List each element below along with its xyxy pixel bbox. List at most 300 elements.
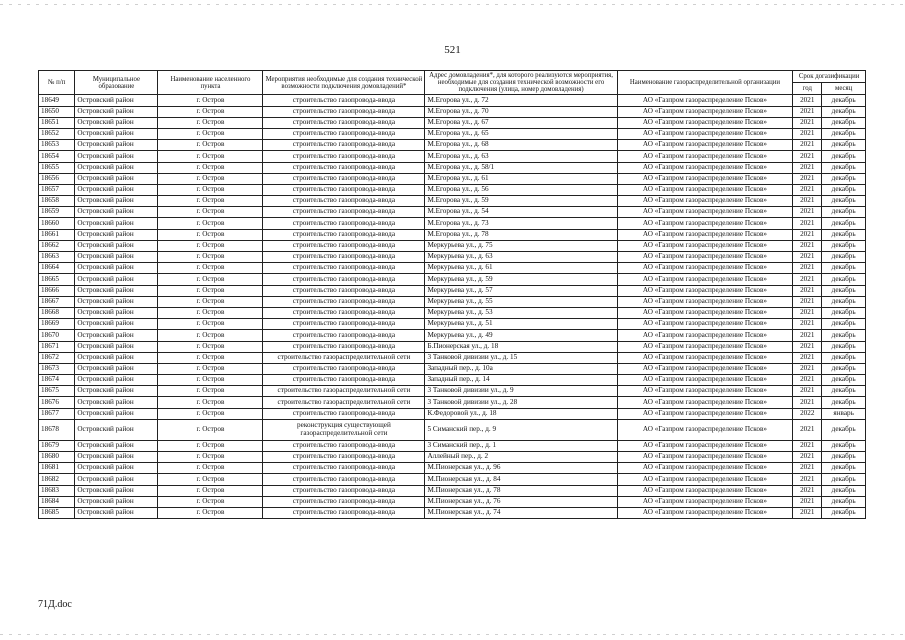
cell-year: 2021 [793,285,822,296]
table-row [39,117,866,128]
cell-address: Меркурьева ул., д. 57 [425,285,617,296]
cell-measure: строительство газопровода-ввода [263,106,425,117]
cell-month: декабрь [822,352,866,363]
table-row [39,106,866,117]
cell-measure: строительство газопровода-ввода [263,274,425,285]
cell-settlement: г. Остров [158,252,263,263]
cell-municipality: Островский район [75,330,158,341]
cell-year: 2021 [793,218,822,229]
cell-num: 18670 [39,330,75,341]
cell-settlement: г. Остров [158,330,263,341]
cell-num: 18655 [39,162,75,173]
cell-municipality: Островский район [75,252,158,263]
cell-address: 3 Танковой дивизии ул., д. 28 [425,397,617,408]
cell-settlement: г. Остров [158,296,263,307]
cell-num: 18669 [39,319,75,330]
cell-organization: АО «Газпром газораспределение Псков» [617,184,793,195]
cell-settlement: г. Остров [158,397,263,408]
cell-municipality: Островский район [75,184,158,195]
cell-settlement: г. Остров [158,363,263,374]
cell-settlement: г. Остров [158,375,263,386]
cell-settlement: г. Остров [158,151,263,162]
cell-month: декабрь [822,463,866,474]
cell-year: 2021 [793,162,822,173]
cell-address: М.Пионерская ул., д. 78 [425,485,617,496]
cell-month: декабрь [822,375,866,386]
cell-year: 2021 [793,485,822,496]
cell-measure: строительство газопровода-ввода [263,263,425,274]
cell-year: 2021 [793,229,822,240]
cell-num: 18683 [39,485,75,496]
cell-address: М.Егорова ул., д. 59 [425,196,617,207]
cell-measure: строительство газопровода-ввода [263,485,425,496]
cell-month: декабрь [822,274,866,285]
cell-municipality: Островский район [75,173,158,184]
table-row [39,184,866,195]
cell-address: Меркурьева ул., д. 63 [425,252,617,263]
cell-year: 2021 [793,330,822,341]
cell-organization: АО «Газпром газораспределение Псков» [617,419,793,440]
cell-organization: АО «Газпром газораспределение Псков» [617,140,793,151]
cell-num: 18671 [39,341,75,352]
table-row [39,463,866,474]
table-row [39,252,866,263]
table-row [39,408,866,419]
cell-year: 2021 [793,386,822,397]
cell-year: 2021 [793,419,822,440]
cell-month: декабрь [822,507,866,518]
cell-num: 18684 [39,496,75,507]
cell-measure: строительство газопровода-ввода [263,507,425,518]
cell-month: декабрь [822,496,866,507]
table-row [39,352,866,363]
table-row [39,419,866,440]
cell-measure: строительство газопровода-ввода [263,285,425,296]
cell-municipality: Островский район [75,263,158,274]
cell-measure: строительство газопровода-ввода [263,196,425,207]
table-row [39,496,866,507]
cell-municipality: Островский район [75,408,158,419]
cell-month: декабрь [822,474,866,485]
cell-year: 2021 [793,263,822,274]
cell-address: Меркурьева ул., д. 55 [425,296,617,307]
cell-municipality: Островский район [75,274,158,285]
cell-measure: строительство газопровода-ввода [263,440,425,451]
cell-address: 3 Танковой дивизии ул., д. 15 [425,352,617,363]
cell-num: 18677 [39,408,75,419]
cell-organization: АО «Газпром газораспределение Псков» [617,341,793,352]
cell-organization: АО «Газпром газораспределение Псков» [617,95,793,106]
cell-settlement: г. Остров [158,408,263,419]
table-row [39,207,866,218]
cell-year: 2021 [793,128,822,139]
cell-num: 18685 [39,507,75,518]
cell-measure: строительство газораспределительной сети [263,352,425,363]
table-row [39,285,866,296]
cell-num: 18673 [39,363,75,374]
cell-month: декабрь [822,363,866,374]
cell-year: 2021 [793,296,822,307]
cell-municipality: Островский район [75,463,158,474]
cell-organization: АО «Газпром газораспределение Псков» [617,330,793,341]
cell-municipality: Островский район [75,162,158,173]
cell-municipality: Островский район [75,95,158,106]
cell-settlement: г. Остров [158,419,263,440]
cell-settlement: г. Остров [158,452,263,463]
cell-address: М.Егорова ул., д. 67 [425,117,617,128]
cell-month: декабрь [822,419,866,440]
header-month: месяц [822,83,866,95]
cell-month: декабрь [822,229,866,240]
cell-settlement: г. Остров [158,162,263,173]
cell-num: 18651 [39,117,75,128]
cell-organization: АО «Газпром газораспределение Псков» [617,263,793,274]
cell-measure: реконструкция существующей газораспределительной сети [263,419,425,440]
cell-address: М.Егорова ул., д. 56 [425,184,617,195]
table-row [39,474,866,485]
cell-settlement: г. Остров [158,106,263,117]
cell-settlement: г. Остров [158,218,263,229]
table-row [39,375,866,386]
cell-settlement: г. Остров [158,485,263,496]
table-body [39,95,866,519]
table-row [39,229,866,240]
cell-num: 18657 [39,184,75,195]
cell-measure: строительство газопровода-ввода [263,375,425,386]
cell-measure: строительство газопровода-ввода [263,452,425,463]
cell-month: декабрь [822,330,866,341]
cell-organization: АО «Газпром газораспределение Псков» [617,106,793,117]
cell-measure: строительство газопровода-ввода [263,474,425,485]
cell-num: 18663 [39,252,75,263]
cell-municipality: Островский район [75,386,158,397]
cell-month: декабрь [822,452,866,463]
cell-organization: АО «Газпром газораспределение Псков» [617,229,793,240]
cell-organization: АО «Газпром газораспределение Псков» [617,485,793,496]
cell-month: декабрь [822,341,866,352]
cell-num: 18676 [39,397,75,408]
cell-address: М.Пионерская ул., д. 96 [425,463,617,474]
cell-measure: строительство газопровода-ввода [263,173,425,184]
header-deadline: Срок догазификации [793,71,866,83]
cell-num: 18682 [39,474,75,485]
cell-organization: АО «Газпром газораспределение Псков» [617,352,793,363]
header-address: Адрес домовладения*, для которого реализуются мероприятия, необходимые для создания технической возможности его подключения (улица, номер домовладения) [425,71,617,95]
cell-municipality: Островский район [75,397,158,408]
page-number: 521 [444,44,461,56]
cell-municipality: Островский район [75,106,158,117]
cell-settlement: г. Остров [158,285,263,296]
cell-month: декабрь [822,285,866,296]
cell-month: декабрь [822,95,866,106]
cell-month: декабрь [822,240,866,251]
cell-organization: АО «Газпром газораспределение Псков» [617,319,793,330]
cell-year: 2021 [793,307,822,318]
cell-month: декабрь [822,106,866,117]
cell-organization: АО «Газпром газораспределение Псков» [617,240,793,251]
cell-municipality: Островский район [75,285,158,296]
cell-municipality: Островский район [75,485,158,496]
cell-num: 18667 [39,296,75,307]
table-row [39,440,866,451]
cell-month: декабрь [822,184,866,195]
cell-municipality: Островский район [75,218,158,229]
table-row [39,452,866,463]
cell-settlement: г. Остров [158,274,263,285]
cell-num: 18672 [39,352,75,363]
cell-address: М.Пионерская ул., д. 76 [425,496,617,507]
cell-measure: строительство газопровода-ввода [263,240,425,251]
cell-year: 2021 [793,463,822,474]
cell-settlement: г. Остров [158,173,263,184]
cell-municipality: Островский район [75,151,158,162]
cell-month: декабрь [822,196,866,207]
cell-address: 3 Танковой дивизии ул., д. 9 [425,386,617,397]
cell-municipality: Островский район [75,140,158,151]
cell-settlement: г. Остров [158,95,263,106]
cell-organization: АО «Газпром газораспределение Псков» [617,496,793,507]
table-row [39,173,866,184]
cell-organization: АО «Газпром газораспределение Псков» [617,252,793,263]
cell-num: 18650 [39,106,75,117]
cell-municipality: Островский район [75,240,158,251]
cell-settlement: г. Остров [158,240,263,251]
cell-num: 18652 [39,128,75,139]
cell-municipality: Островский район [75,507,158,518]
cell-month: декабрь [822,128,866,139]
table-row [39,397,866,408]
cell-measure: строительство газопровода-ввода [263,184,425,195]
cell-year: 2021 [793,106,822,117]
cell-num: 18678 [39,419,75,440]
cell-month: декабрь [822,207,866,218]
cell-settlement: г. Остров [158,474,263,485]
cell-organization: АО «Газпром газораспределение Псков» [617,274,793,285]
cell-address: Аллейный пер., д. 2 [425,452,617,463]
cell-measure: строительство газопровода-ввода [263,218,425,229]
cell-month: декабрь [822,117,866,128]
cell-year: 2021 [793,117,822,128]
cell-municipality: Островский район [75,296,158,307]
cell-year: 2022 [793,408,822,419]
cell-address: Меркурьева ул., д. 75 [425,240,617,251]
cell-month: декабрь [822,218,866,229]
cell-municipality: Островский район [75,128,158,139]
cell-organization: АО «Газпром газораспределение Псков» [617,375,793,386]
header-municipality: Муниципальное образование [75,71,158,95]
cell-organization: АО «Газпром газораспределение Псков» [617,408,793,419]
cell-year: 2021 [793,375,822,386]
table-row [39,330,866,341]
cell-month: декабрь [822,440,866,451]
cell-organization: АО «Газпром газораспределение Псков» [617,507,793,518]
cell-address: М.Пионерская ул., д. 84 [425,474,617,485]
cell-organization: АО «Газпром газораспределение Псков» [617,452,793,463]
cell-settlement: г. Остров [158,352,263,363]
table-row [39,140,866,151]
cell-measure: строительство газопровода-ввода [263,95,425,106]
cell-month: январь [822,408,866,419]
cell-address: М.Егорова ул., д. 63 [425,151,617,162]
cell-address: 5 Симанский пер., д. 9 [425,419,617,440]
cell-settlement: г. Остров [158,440,263,451]
cell-measure: строительство газопровода-ввода [263,162,425,173]
cell-num: 18661 [39,229,75,240]
cell-measure: строительство газопровода-ввода [263,296,425,307]
cell-settlement: г. Остров [158,386,263,397]
cell-settlement: г. Остров [158,496,263,507]
gasification-table [38,70,866,519]
cell-address: Меркурьева ул., д. 49 [425,330,617,341]
cell-organization: АО «Газпром газораспределение Псков» [617,474,793,485]
table-row [39,263,866,274]
table-row [39,151,866,162]
cell-year: 2021 [793,140,822,151]
cell-municipality: Островский район [75,352,158,363]
table-row [39,363,866,374]
table-row [39,507,866,518]
table-row [39,162,866,173]
cell-address: М.Егорова ул., д. 54 [425,207,617,218]
cell-year: 2021 [793,496,822,507]
cell-settlement: г. Остров [158,229,263,240]
cell-measure: строительство газопровода-ввода [263,363,425,374]
cell-num: 18662 [39,240,75,251]
cell-measure: строительство газопровода-ввода [263,207,425,218]
cell-address: К.Федоровой ул., д. 18 [425,408,617,419]
cell-month: декабрь [822,140,866,151]
cell-address: М.Егорова ул., д. 65 [425,128,617,139]
cell-month: декабрь [822,252,866,263]
cell-municipality: Островский район [75,452,158,463]
cell-year: 2021 [793,207,822,218]
cell-num: 18675 [39,386,75,397]
cell-address: М.Егорова ул., д. 73 [425,218,617,229]
table-row [39,386,866,397]
cell-year: 2021 [793,151,822,162]
scan-artifact-bottom [0,634,905,635]
header-organization: Наименование газораспределительной организации [617,71,793,95]
cell-measure: строительство газопровода-ввода [263,408,425,419]
cell-organization: АО «Газпром газораспределение Псков» [617,363,793,374]
cell-settlement: г. Остров [158,507,263,518]
cell-address: Меркурьева ул., д. 51 [425,319,617,330]
cell-organization: АО «Газпром газораспределение Псков» [617,151,793,162]
cell-month: декабрь [822,397,866,408]
cell-municipality: Островский район [75,363,158,374]
cell-municipality: Островский район [75,229,158,240]
cell-address: М.Егорова ул., д. 78 [425,229,617,240]
cell-month: декабрь [822,173,866,184]
cell-month: декабрь [822,386,866,397]
cell-address: Меркурьева ул., д. 53 [425,307,617,318]
cell-measure: строительство газопровода-ввода [263,117,425,128]
cell-measure: строительство газопровода-ввода [263,151,425,162]
header-settlement: Наименование населенного пункта [158,71,263,95]
cell-num: 18664 [39,263,75,274]
cell-organization: АО «Газпром газораспределение Псков» [617,463,793,474]
cell-municipality: Островский район [75,196,158,207]
cell-municipality: Островский район [75,496,158,507]
cell-organization: АО «Газпром газораспределение Псков» [617,440,793,451]
table-row [39,218,866,229]
cell-year: 2021 [793,184,822,195]
cell-municipality: Островский район [75,419,158,440]
cell-organization: АО «Газпром газораспределение Псков» [617,196,793,207]
cell-year: 2021 [793,452,822,463]
cell-settlement: г. Остров [158,128,263,139]
cell-year: 2021 [793,363,822,374]
cell-measure: строительство газопровода-ввода [263,128,425,139]
cell-num: 18681 [39,463,75,474]
cell-year: 2021 [793,173,822,184]
cell-month: декабрь [822,307,866,318]
table-header [39,71,866,95]
cell-num: 18660 [39,218,75,229]
table-row [39,128,866,139]
cell-settlement: г. Остров [158,307,263,318]
cell-measure: строительство газораспределительной сети [263,397,425,408]
cell-organization: АО «Газпром газораспределение Псков» [617,128,793,139]
cell-month: декабрь [822,162,866,173]
cell-month: декабрь [822,319,866,330]
header-year: год [793,83,822,95]
cell-address: М.Егорова ул., д. 70 [425,106,617,117]
cell-year: 2021 [793,95,822,106]
cell-settlement: г. Остров [158,196,263,207]
cell-measure: строительство газопровода-ввода [263,307,425,318]
cell-month: декабрь [822,296,866,307]
cell-settlement: г. Остров [158,117,263,128]
cell-settlement: г. Остров [158,207,263,218]
cell-organization: АО «Газпром газораспределение Псков» [617,117,793,128]
cell-measure: строительство газопровода-ввода [263,330,425,341]
cell-month: декабрь [822,485,866,496]
cell-organization: АО «Газпром газораспределение Псков» [617,285,793,296]
cell-municipality: Островский район [75,307,158,318]
cell-organization: АО «Газпром газораспределение Псков» [617,307,793,318]
cell-organization: АО «Газпром газораспределение Псков» [617,207,793,218]
cell-num: 18656 [39,173,75,184]
cell-municipality: Островский район [75,341,158,352]
cell-num: 18666 [39,285,75,296]
cell-address: 3 Симанский пер., д. 1 [425,440,617,451]
cell-year: 2021 [793,240,822,251]
cell-year: 2021 [793,196,822,207]
cell-num: 18668 [39,307,75,318]
cell-measure: строительство газопровода-ввода [263,463,425,474]
cell-settlement: г. Остров [158,184,263,195]
header-measures: Мероприятия необходимые для создания технической возможности подключения домовладений* [263,71,425,95]
table-row [39,307,866,318]
cell-municipality: Островский район [75,474,158,485]
cell-municipality: Островский район [75,319,158,330]
cell-year: 2021 [793,341,822,352]
cell-month: декабрь [822,151,866,162]
cell-municipality: Островский район [75,207,158,218]
footer-file-name: 71Д.doc [38,599,72,610]
table-row [39,341,866,352]
table-row [39,319,866,330]
cell-measure: строительство газопровода-ввода [263,496,425,507]
cell-municipality: Островский район [75,117,158,128]
cell-address: Меркурьева ул., д. 61 [425,263,617,274]
cell-settlement: г. Остров [158,463,263,474]
cell-num: 18649 [39,95,75,106]
cell-organization: АО «Газпром газораспределение Псков» [617,397,793,408]
cell-year: 2021 [793,252,822,263]
cell-address: М.Пионерская ул., д. 74 [425,507,617,518]
